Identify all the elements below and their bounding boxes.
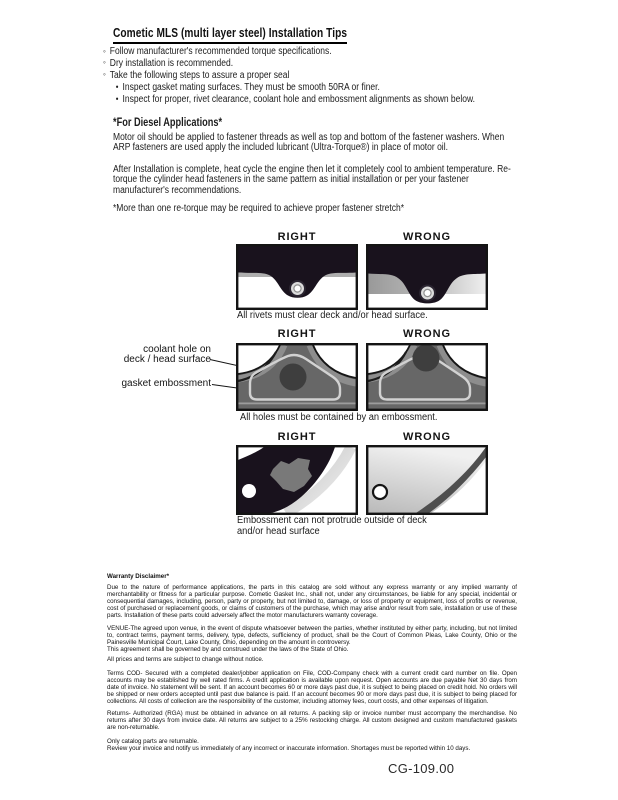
retorque-note: *More than one re-torque may be required to achieve proper fastener stretch* — [113, 203, 405, 214]
list-item — [103, 46, 503, 58]
list-item-text: Follow manufacturer's recommended torque specifications. — [109, 46, 332, 57]
embossment-protrusion-right-art — [236, 445, 358, 515]
legal-disclaimer-block — [107, 573, 517, 752]
figure3-right-label: RIGHT — [277, 431, 317, 443]
circle-bullet-icon — [103, 70, 110, 82]
figure1-wrong-label: WRONG — [403, 231, 451, 243]
sub-list-item — [103, 94, 503, 106]
legal-heading: Warranty Disclaimer* — [107, 573, 170, 580]
figure2-wrong-label: WRONG — [403, 328, 451, 340]
figure1-wrong-diagram — [366, 244, 488, 310]
list-item-text: Inspect gasket mating surfaces. They must be smooth 50RA or finer. — [122, 81, 380, 93]
figure2-caption: All holes must be contained by an embossment. — [240, 412, 438, 423]
sub-list-item — [103, 82, 503, 94]
diesel-applications-heading: *For Diesel Applications* — [113, 117, 223, 129]
catalog-parts-paragraph: Only catalog parts are returnable. — [107, 738, 199, 745]
review-invoice-paragraph: Review your invoice and notify us immediately of any incorrect or inaccurate information. Shortages must be reported within 10 days. — [107, 745, 471, 752]
installation-tips-list — [103, 46, 503, 106]
list-item — [103, 70, 503, 82]
list-item — [103, 58, 503, 70]
figure2-wrong-diagram — [366, 343, 488, 411]
dot-bullet-icon — [116, 94, 123, 106]
hole-embossment-right-art — [236, 343, 358, 411]
figure2-right-label: RIGHT — [277, 328, 317, 340]
page-title: Cometic MLS (multi layer steel) Installation Tips — [113, 25, 347, 44]
list-item-text: Inspect for proper, rivet clearance, coolant hole and embossment alignments as shown below. — [122, 93, 476, 105]
hole-embossment-wrong-art — [366, 343, 488, 411]
list-item-text: Take the following steps to assure a proper seal — [109, 69, 290, 81]
figure1-right-label: RIGHT — [277, 231, 317, 243]
rivet-clearance-wrong-art — [366, 244, 488, 310]
figure1-right-diagram — [236, 244, 358, 310]
list-item-text: Dry installation is recommended. — [109, 57, 234, 69]
rivet-clearance-right-art — [236, 244, 358, 310]
figure3-wrong-label: WRONG — [403, 431, 451, 443]
figure2-right-diagram — [236, 343, 358, 411]
terms-paragraph: Terms COD- Secured with a completed dealer/jobber application on File, COD-Company check with a current credit card number on file. Open accounts may be established by well rated firms. A credit application is available upon request. Open accounts are due payable Net 30 days from date of invoice. No statement will be sent. If an account becomes 60 or more days past due, it is subject to being placed on credit hold. No orders will be shipped or new orders accepted until past due balance is paid. If an account becomes 90 or more days past due, it is subject to being placed for collections. All costs of collection are the responsibility of the customer, including attorney fees, court costs, and other expenses of litigation. — [107, 670, 517, 705]
dot-bullet-icon — [116, 82, 123, 94]
figure1-caption: All rivets must clear deck and/or head surface. — [237, 310, 428, 321]
diesel-paragraph-1: Motor oil should be applied to fastener threads as well as top and bottom of the fastener washers. When ARP fasteners are used apply the included lubricant (Ultra-Torque®) in place of motor oil. — [113, 132, 505, 154]
prices-paragraph: All prices and terms are subject to change without notice. — [107, 656, 264, 663]
venue-paragraph: VENUE-The agreed upon venue, in the event of dispute whatsoever between the parties, whether instituted by either party, including, but not limited to, contract terms, payment terms, delivery, type, defects, sufficiency of product, shall be the Court of Common Pleas, Lake County, Ohio or the Painesville Municipal Court, Lake County, Ohio, depending on the amount in controversy. — [107, 625, 517, 646]
coolant-hole-annotation: coolant hole on deck / head surface — [123, 344, 211, 366]
embossment-protrusion-wrong-art — [366, 445, 488, 515]
returns-paragraph: Returns- Authorized (RGA) must be obtained in advance on all returns. A packing slip or invoice number must accompany the merchandise. No returns after 30 days from invoice date. All returns are subject to a 25% restocking charge. All custom designed and custom manufactured gaskets are non-returnable. — [107, 710, 517, 731]
page-code: CG-109.00 — [388, 761, 455, 776]
gasket-embossment-annotation: gasket embossment — [121, 378, 211, 389]
diesel-paragraph-2: After Installation is complete, heat cycle the engine then let it completely cool to ambient temperature. Re-torque the cylinder head fasteners in the same pattern as initial installation or per your fastener manufacturer's recommendations. — [113, 164, 511, 196]
governed-paragraph: This agreement shall be governed by and construed under the laws of the State of Ohio. — [107, 646, 349, 653]
warranty-paragraph: Due to the nature of performance applications, the parts in this catalog are sold without any express warranty or any implied warranty of merchantability or fitness for a particular purpose. Cometic Gasket Inc., shall not, under any circumstances, be liable for any special, incidental or consequential damages, including, person, party or property, but not limited to, damage, or loss of property or equipment, loss of profits or revenue, cost of purchased or replacement goods, or claims of customers of the purchase, which may arise and/or result from sale, installation or use of these parts. Installation of these parts could adversely affect the motor manufacturers warranty coverage. — [107, 584, 517, 619]
figure3-wrong-diagram — [366, 445, 488, 515]
figure3-right-diagram — [236, 445, 358, 515]
figure3-caption: Embossment can not protrude outside of deck and/or head surface — [237, 515, 427, 537]
